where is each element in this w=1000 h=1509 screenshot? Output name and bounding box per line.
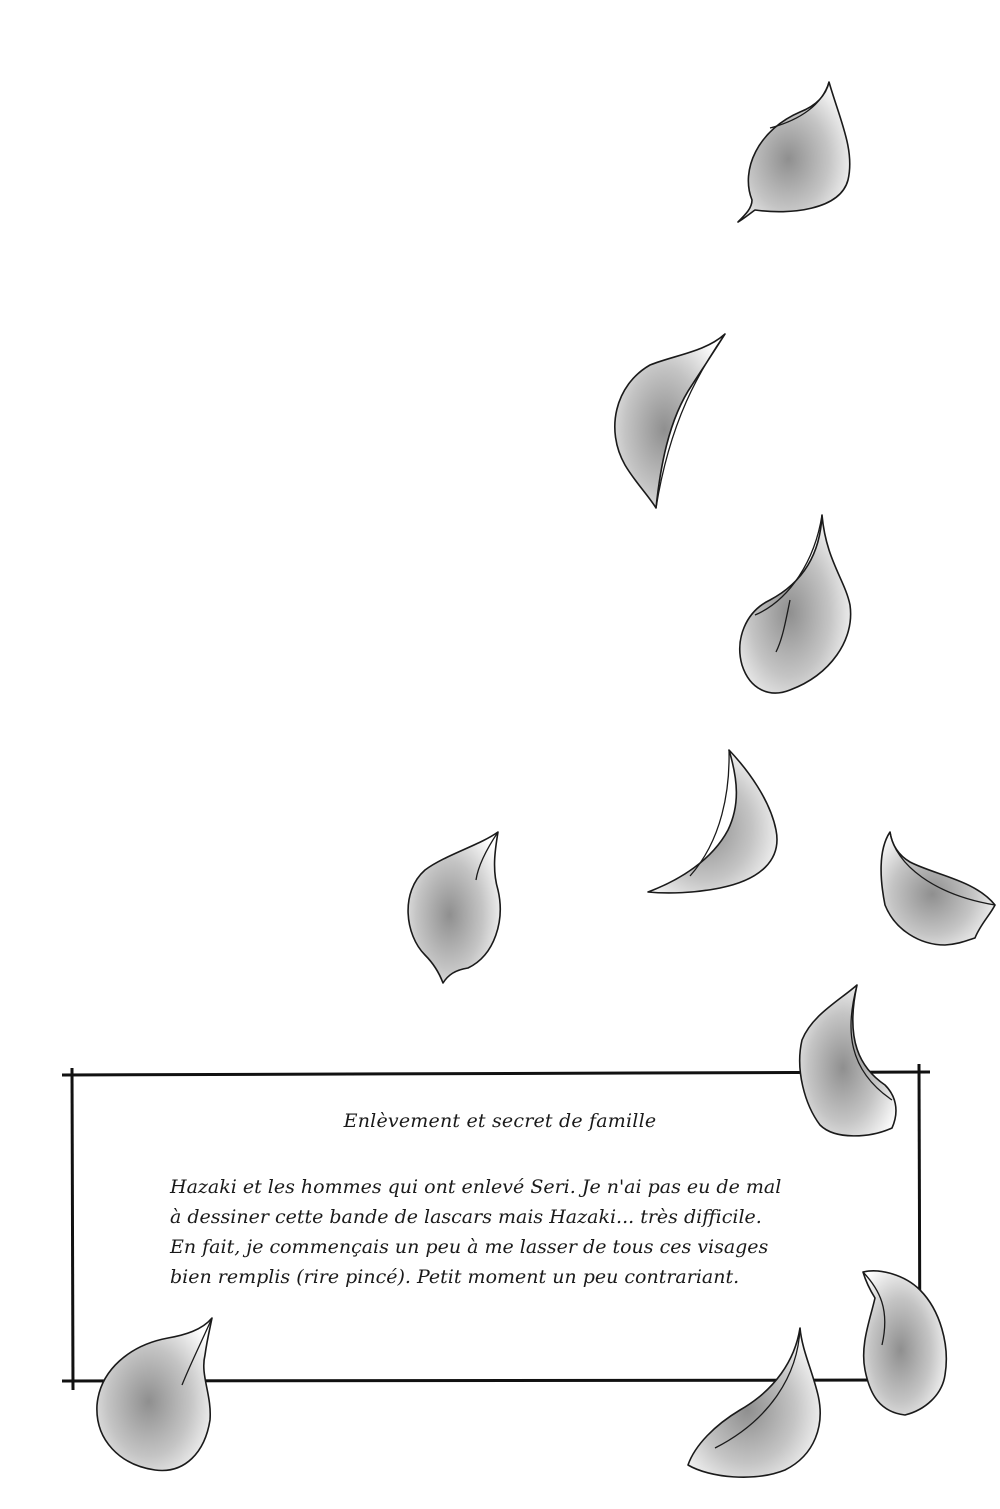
petal-4 bbox=[648, 750, 777, 893]
caption-title: Enlèvement et secret de famille bbox=[343, 1110, 657, 1132]
petal-3 bbox=[740, 515, 851, 693]
petal-1 bbox=[738, 82, 850, 222]
caption-box bbox=[95, 1082, 905, 1372]
petal-5 bbox=[408, 832, 500, 983]
caption-line-4: bien remplis (rire pincé). Petit moment un peu contrariant. bbox=[170, 1266, 740, 1288]
petal-6 bbox=[881, 832, 995, 945]
caption-line-2: à dessiner cette bande de lascars mais Hazaki... très difficile. bbox=[170, 1206, 762, 1228]
caption-body bbox=[170, 1172, 905, 1292]
caption-line-1: Hazaki et les hommes qui ont enlevé Seri. Je n'ai pas eu de mal bbox=[170, 1176, 782, 1198]
caption-line-3: En fait, je commençais un peu à me lasser de tous ces visages bbox=[170, 1236, 769, 1258]
petal-2 bbox=[615, 334, 725, 508]
